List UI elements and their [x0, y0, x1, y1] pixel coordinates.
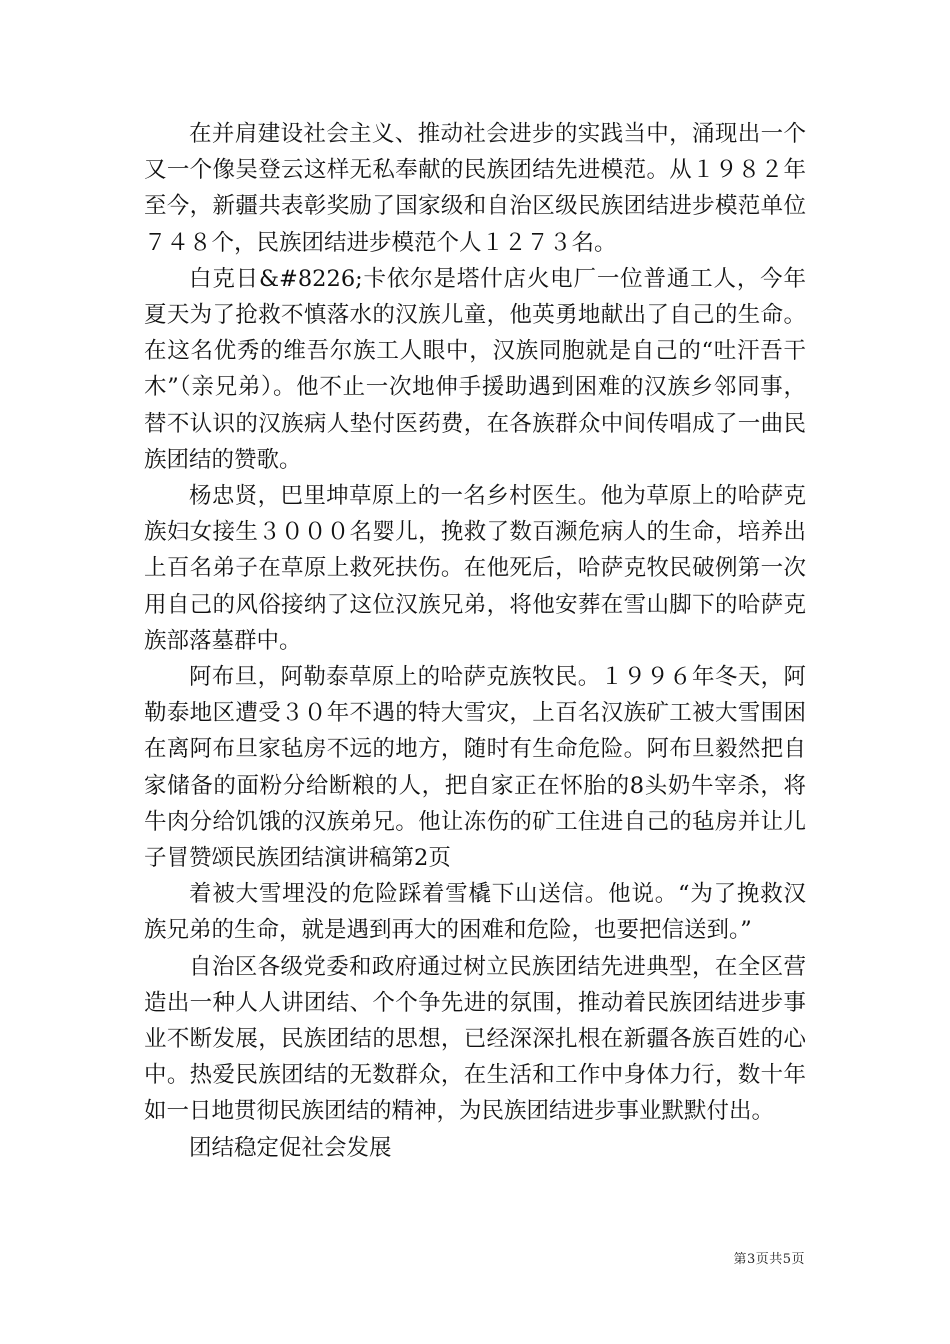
paragraph: 在并肩建设社会主义、推动社会进步的实践当中，涌现出一个又一个像吴登云这样无私奉献的民族团结先进模范。从１９８２年至今，新疆共表彰奖励了国家级和自治区级民族团结进步模范单位７４８个，民族团结进步模范个人１２７３名。 [144, 121, 806, 256]
paragraph: 白克日&#8226;卡依尔是塔什店火电厂一位普通工人，今年夏天为了抢救不慎落水的汉族儿童，他英勇地献出了自己的生命。在这名优秀的维吾尔族工人眼中，汉族同胞就是自己的“吐汗吾干木”（亲兄弟）。他不止一次地伸手援助遇到困难的汉族乡邻同事，替不认识的汉族病人垫付医药费，在各族群众中间传唱成了一曲民族团结的赞歌。 [144, 265, 806, 473]
document-body [144, 116, 806, 1166]
paragraph: 自治区各级党委和政府通过树立民族团结先进典型，在全区营造出一种人人讲团结、个个争先进的氛围，推动着民族团结进步事业不断发展，民族团结的思想，已经深深扎根在新疆各族百姓的心中。热爱民族团结的无数群众，在生活和工作中身体力行，数十年如一日地贯彻民族团结的精神，为民族团结进步事业默默付出。 [144, 953, 806, 1125]
paragraph: 团结稳定促社会发展 [189, 1134, 392, 1161]
paragraph: 阿布旦，阿勒泰草原上的哈萨克族牧民。１９９６年冬天，阿勒泰地区遭受３０年不遇的特大雪灾，上百名汉族矿工被大雪围困在离阿布旦家毡房不远的地方，随时有生命危险。阿布旦毅然把自家储备的面粉分给断粮的人，把自家正在怀胎的8头奶牛宰杀，将牛肉分给饥饿的汉族弟兄。他让冻伤的矿工住进自己的毡房并让儿子冒赞颂民族团结演讲稿第2页 [144, 664, 806, 872]
page-number-footer: 第3页共5页 [733, 1252, 805, 1267]
paragraph: 着被大雪埋没的危险踩着雪橇下山送信。他说。“为了挽救汉族兄弟的生命，就是遇到再大的困难和危险，也要把信送到。” [144, 881, 806, 944]
paragraph: 杨忠贤，巴里坤草原上的一名乡村医生。他为草原上的哈萨克族妇女接生３０００名婴儿，挽救了数百濒危病人的生命，培养出上百名弟子在草原上救死扶伤。在他死后，哈萨克牧民破例第一次用自己的风俗接纳了这位汉族兄弟，将他安葬在雪山脚下的哈萨克族部落墓群中。 [144, 483, 806, 654]
